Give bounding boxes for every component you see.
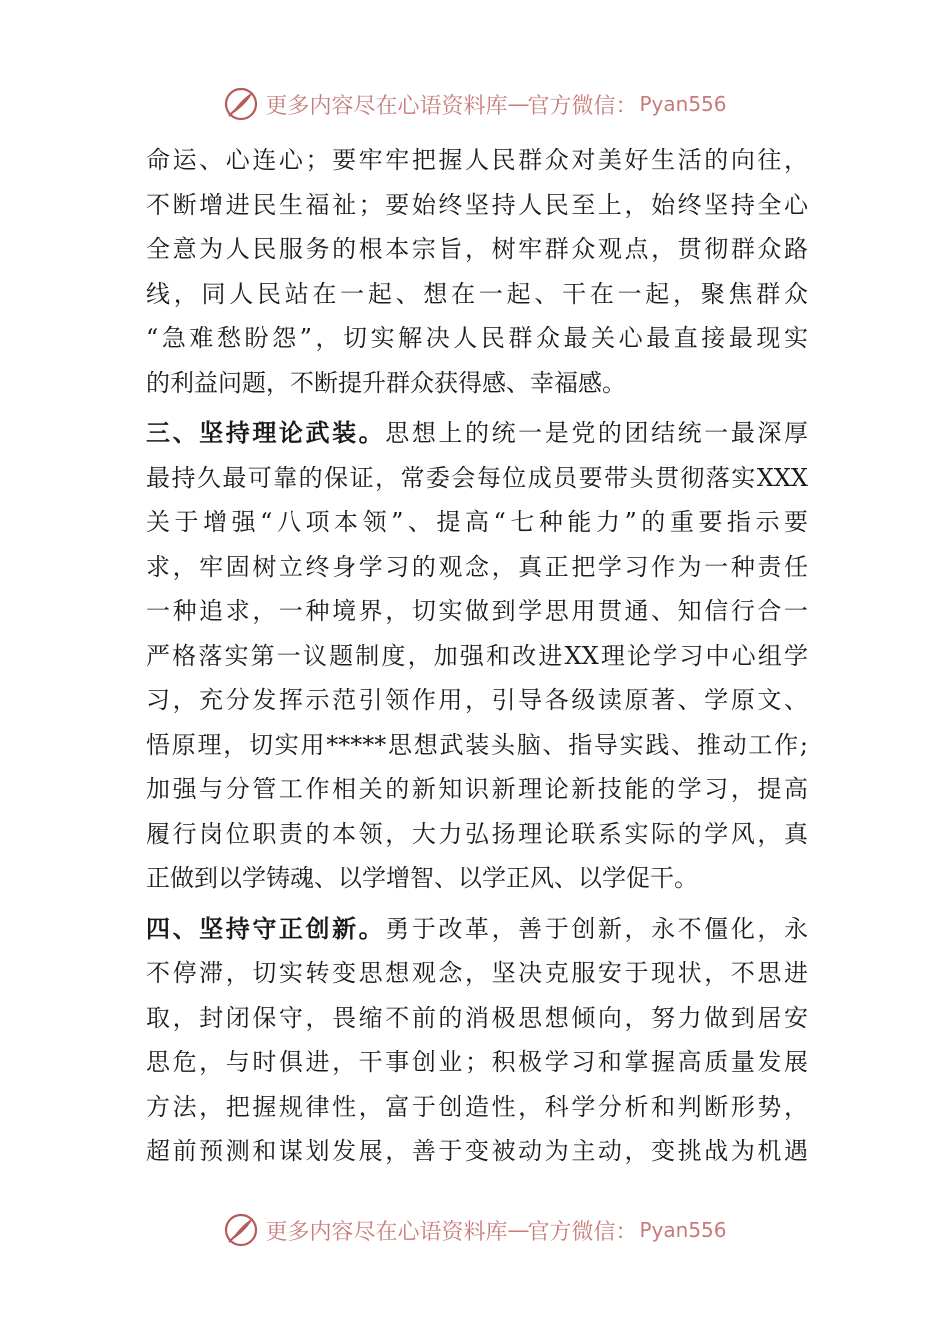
- text-line: 超前预测和谋划发展，善于变被动为主动，变挑战为机遇: [146, 1137, 808, 1165]
- text-line: 一种追求，一种境界，切实做到学思用贯通、知信行合一: [146, 597, 808, 625]
- text-line: 取，封闭保守，畏缩不前的消极思想倾向，努力做到居安: [146, 1003, 808, 1032]
- text-line: 最持久最可靠的保证，常委会每位成员要带头贯彻落实XXX: [146, 463, 808, 492]
- text-line: 命运、心连心；要牢牢把握人民群众对美好生活的向往，: [146, 146, 808, 174]
- quill-logo-icon: [223, 86, 259, 122]
- banner-wechat-label: 官方微信：: [527, 1219, 638, 1245]
- text-line: 关于增强“八项本领”、提高“七种能力”的重要指示要: [146, 508, 808, 536]
- banner-wechat-id: Pyan556: [639, 1218, 727, 1242]
- section-heading: 三、坚持理论武装。: [146, 418, 386, 447]
- banner-separator: —: [507, 1217, 528, 1243]
- text-line: 方法，把握规律性，富于创造性，科学分析和判断形势，: [146, 1092, 808, 1121]
- quill-logo-icon: [223, 1212, 259, 1248]
- banner-site-text: 更多内容尽在心语资料库: [265, 1219, 508, 1245]
- text-line: 全意为人民服务的根本宗旨，树牢群众观点，贯彻群众路: [146, 235, 808, 263]
- paragraph-section-3: [146, 411, 808, 901]
- banner-site-text: 更多内容尽在心语资料库: [265, 93, 508, 119]
- text-line: 悟原理，切实用*****思想武装头脑、指导实践、推动工作;: [146, 730, 808, 759]
- banner-wechat-id: Pyan556: [639, 92, 727, 116]
- heading-line-rest: 勇于改革，善于创新，永不僵化，永: [385, 914, 808, 943]
- paragraph-1: [146, 138, 808, 405]
- banner-wechat-label: 官方微信：: [527, 93, 638, 119]
- banner-separator: —: [507, 91, 528, 117]
- heading-line-rest: 思想上的统一是党的团结统一最深厚: [385, 419, 808, 447]
- footer-banner: [0, 1210, 950, 1250]
- text-line: 履行岗位职责的本领，大力弘扬理论联系实际的学风，真: [146, 819, 808, 848]
- paragraph-section-4: [146, 907, 808, 1174]
- text-line: 正做到以学铸魂、以学增智、以学正风、以学促干。: [146, 864, 698, 892]
- document-body: [146, 138, 808, 1180]
- text-line: [146, 411, 808, 456]
- text-line: 不断增进民生福祉；要始终坚持人民至上，始终坚持全心: [146, 190, 808, 219]
- text-line: [146, 907, 808, 952]
- text-line: 加强与分管工作相关的新知识新理论新技能的学习，提高: [146, 775, 808, 803]
- text-line: 思危，与时俱进，干事创业；积极学习和掌握高质量发展: [146, 1048, 808, 1076]
- text-line: 习，充分发挥示范引领作用，引导各级读原著、学原文、: [146, 686, 808, 714]
- text-line: 线，同人民站在一起、想在一起、干在一起，聚焦群众: [146, 279, 808, 308]
- text-line: 求，牢固树立终身学习的观念，真正把学习作为一种责任: [146, 552, 808, 581]
- text-line: 的利益问题，不断提升群众获得感、幸福感。: [146, 368, 626, 397]
- text-line: “急难愁盼怨”，切实解决人民群众最关心最直接最现实: [146, 324, 808, 352]
- header-banner: [0, 84, 950, 124]
- text-line: 严格落实第一议题制度，加强和改进XX理论学习中心组学: [146, 641, 808, 670]
- text-line: 不停滞，切实转变思想观念，坚决克服安于现状，不思进: [146, 959, 808, 987]
- section-heading: 四、坚持守正创新。: [146, 913, 386, 943]
